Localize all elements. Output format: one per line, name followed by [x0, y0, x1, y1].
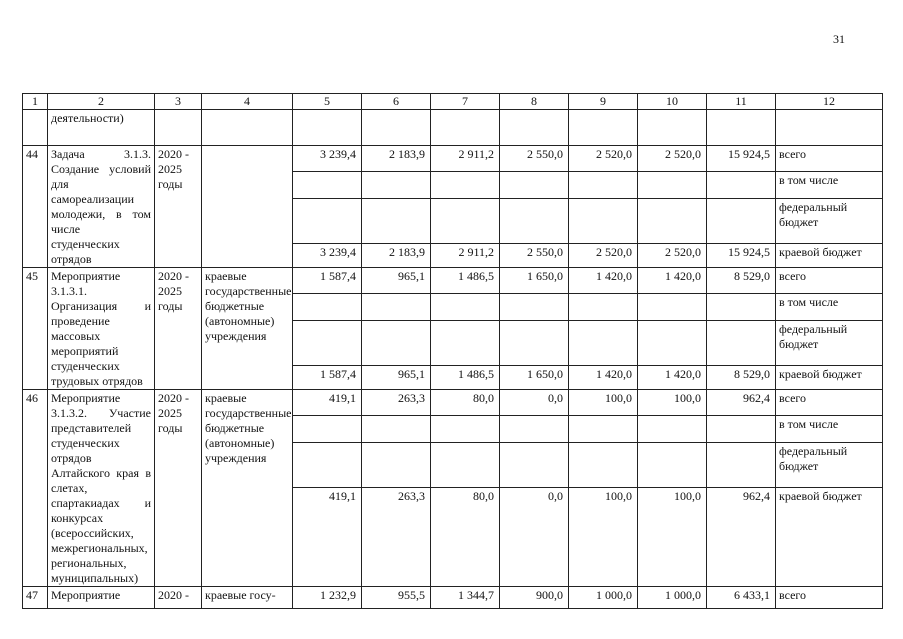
value-cell	[569, 443, 638, 488]
value-cell: 2 520,0	[638, 146, 707, 172]
value-cell	[500, 294, 569, 321]
value-cell: 2 520,0	[569, 244, 638, 268]
table-row	[23, 146, 883, 172]
value-cell: 2 550,0	[500, 244, 569, 268]
funding-source-label: федеральный бюджет	[776, 321, 883, 366]
funding-source-label: краевой бюджет	[776, 487, 883, 586]
value-cell: 263,3	[362, 487, 431, 586]
value-cell: 100,0	[638, 487, 707, 586]
funding-source-label: всего	[776, 587, 883, 609]
funding-source-label: всего	[776, 268, 883, 294]
column-header: 8	[500, 94, 569, 110]
column-header: 6	[362, 94, 431, 110]
value-cell	[293, 416, 362, 443]
value-cell	[293, 443, 362, 488]
value-cell: 2 550,0	[500, 146, 569, 172]
value-cell: 955,5	[362, 587, 431, 609]
column-header: 4	[202, 94, 293, 110]
column-header: 10	[638, 94, 707, 110]
value-cell	[638, 321, 707, 366]
row-number: 44	[23, 146, 48, 268]
value-cell	[500, 443, 569, 488]
value-cell	[638, 443, 707, 488]
item-name: Задача 3.1.3. Создание условий для самореализации молодежи, в том числе студенческих отрядов	[48, 146, 155, 268]
value-cell: 2 520,0	[638, 244, 707, 268]
value-cell: 965,1	[362, 366, 431, 390]
value-cell	[638, 294, 707, 321]
value-cell: 100,0	[569, 487, 638, 586]
value-cell	[293, 321, 362, 366]
funding-source-label: федеральный бюджет	[776, 199, 883, 244]
value-cell: 1 587,4	[293, 366, 362, 390]
value-cell: 3 239,4	[293, 244, 362, 268]
value-cell	[500, 172, 569, 199]
value-cell: 1 650,0	[500, 268, 569, 294]
value-cell: 80,0	[431, 487, 500, 586]
value-cell: 419,1	[293, 487, 362, 586]
value-cell	[707, 294, 776, 321]
value-cell: 1 000,0	[638, 587, 707, 609]
value-cell	[362, 443, 431, 488]
value-cell: 962,4	[707, 487, 776, 586]
value-cell	[500, 321, 569, 366]
value-cell: 1 420,0	[569, 268, 638, 294]
executor: краевые госу-	[202, 587, 293, 609]
funding-source-label: всего	[776, 146, 883, 172]
value-cell	[362, 199, 431, 244]
continuation-row	[23, 110, 883, 146]
value-cell: 1 344,7	[431, 587, 500, 609]
table-body	[23, 110, 883, 609]
funding-source-label: всего	[776, 390, 883, 416]
value-cell: 1 486,5	[431, 366, 500, 390]
executor	[202, 146, 293, 268]
period: 2020 - 2025 годы	[155, 390, 202, 587]
value-cell	[638, 199, 707, 244]
column-header: 1	[23, 94, 48, 110]
value-cell	[362, 416, 431, 443]
value-cell: 962,4	[707, 390, 776, 416]
value-cell: 1 232,9	[293, 587, 362, 609]
funding-source-label: краевой бюджет	[776, 244, 883, 268]
value-cell	[431, 294, 500, 321]
value-cell	[569, 294, 638, 321]
value-cell: 1 486,5	[431, 268, 500, 294]
value-cell	[707, 443, 776, 488]
funding-source-label: федеральный бюджет	[776, 443, 883, 488]
value-cell	[569, 321, 638, 366]
value-cell	[431, 416, 500, 443]
table-row	[23, 268, 883, 294]
value-cell	[707, 416, 776, 443]
value-cell	[431, 172, 500, 199]
value-cell: 419,1	[293, 390, 362, 416]
value-cell: 80,0	[431, 390, 500, 416]
value-cell: 1 420,0	[569, 366, 638, 390]
value-cell	[293, 199, 362, 244]
value-cell: 2 520,0	[569, 146, 638, 172]
funding-source-label: в том числе	[776, 294, 883, 321]
value-cell: 1 587,4	[293, 268, 362, 294]
funding-source-label: в том числе	[776, 172, 883, 199]
value-cell	[569, 416, 638, 443]
period: 2020 - 2025 годы	[155, 268, 202, 390]
column-header: 2	[48, 94, 155, 110]
value-cell: 1 420,0	[638, 268, 707, 294]
header-row	[23, 94, 883, 110]
budget-table	[22, 93, 883, 609]
value-cell: 3 239,4	[293, 146, 362, 172]
period: 2020 - 2025 годы	[155, 146, 202, 268]
item-name: Мероприятие	[48, 587, 155, 609]
value-cell	[638, 416, 707, 443]
value-cell	[362, 294, 431, 321]
value-cell	[707, 321, 776, 366]
page-number: 31	[833, 32, 845, 46]
value-cell	[293, 294, 362, 321]
value-cell	[569, 172, 638, 199]
value-cell: 100,0	[638, 390, 707, 416]
value-cell: 2 911,2	[431, 146, 500, 172]
period: 2020 -	[155, 587, 202, 609]
value-cell: 2 183,9	[362, 244, 431, 268]
column-header: 11	[707, 94, 776, 110]
value-cell: 8 529,0	[707, 366, 776, 390]
value-cell: 900,0	[500, 587, 569, 609]
value-cell: 0,0	[500, 390, 569, 416]
value-cell: 8 529,0	[707, 268, 776, 294]
value-cell: 2 183,9	[362, 146, 431, 172]
value-cell	[431, 443, 500, 488]
continuation-text: деятельности)	[48, 110, 155, 146]
column-header: 7	[431, 94, 500, 110]
column-header: 12	[776, 94, 883, 110]
row-number: 45	[23, 268, 48, 390]
value-cell	[569, 199, 638, 244]
value-cell: 15 924,5	[707, 244, 776, 268]
value-cell	[431, 199, 500, 244]
funding-source-label: в том числе	[776, 416, 883, 443]
item-name: Мероприятие 3.1.3.2. Участие представителей студенческих отрядов Алтайского края в слетах, спартакиадах и конкурсах (всероссийских, межрегиональных, региональных, муниципальных)	[48, 390, 155, 587]
value-cell: 965,1	[362, 268, 431, 294]
value-cell: 6 433,1	[707, 587, 776, 609]
value-cell	[500, 416, 569, 443]
executor: краевые государственные бюджетные (автономные) учреждения	[202, 390, 293, 587]
column-header: 3	[155, 94, 202, 110]
value-cell	[707, 172, 776, 199]
value-cell: 2 911,2	[431, 244, 500, 268]
value-cell	[293, 172, 362, 199]
table-row	[23, 587, 883, 609]
column-header: 9	[569, 94, 638, 110]
value-cell	[500, 199, 569, 244]
column-header: 5	[293, 94, 362, 110]
executor: краевые государственные бюджетные (автономные) учреждения	[202, 268, 293, 390]
value-cell	[362, 172, 431, 199]
value-cell: 1 420,0	[638, 366, 707, 390]
value-cell: 1 000,0	[569, 587, 638, 609]
value-cell: 1 650,0	[500, 366, 569, 390]
value-cell: 15 924,5	[707, 146, 776, 172]
value-cell: 100,0	[569, 390, 638, 416]
value-cell	[431, 321, 500, 366]
row-number: 47	[23, 587, 48, 609]
value-cell: 0,0	[500, 487, 569, 586]
table-row	[23, 390, 883, 416]
value-cell: 263,3	[362, 390, 431, 416]
value-cell	[362, 321, 431, 366]
value-cell	[707, 199, 776, 244]
row-number: 46	[23, 390, 48, 587]
item-name: Мероприятие 3.1.3.1. Организация и проведение массовых мероприятий студенческих трудовых отрядов	[48, 268, 155, 390]
funding-source-label: краевой бюджет	[776, 366, 883, 390]
value-cell	[638, 172, 707, 199]
